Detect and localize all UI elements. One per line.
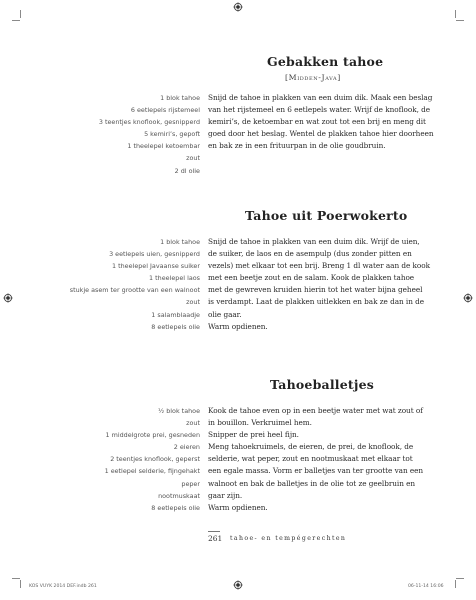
method-line: walnoot en bak de balletjes in de olie tot ze geelbruin en	[208, 478, 416, 488]
ingredient-item: peper	[181, 479, 200, 488]
registration-mark-bottom-icon	[233, 580, 243, 590]
ingredient-item: 1 blok tahoe	[160, 238, 200, 246]
method-line: Snipper de prei heel fijn.	[208, 430, 299, 440]
method-line: met een beetje zout en de salam. Kook de plakken tahoe	[208, 273, 415, 283]
crop-mark	[20, 10, 21, 18]
crop-mark	[455, 10, 456, 18]
ingredient-item: 1 theelepel laos	[149, 274, 200, 283]
method-line: Kook de tahoe even op in een beetje water met wat zout of	[208, 406, 423, 415]
method-line: Snijd de tahoe in plakken van een duim dik. Wrijf de uien,	[208, 237, 420, 246]
ingredient-item: 1 salamblaadje	[151, 310, 200, 319]
ingredient-item: zout	[186, 419, 200, 428]
recipe-title: Tahoeballetjes	[270, 377, 374, 392]
method-line: de suiker, de laos en de asempulp (dus zonder pitten en	[208, 249, 412, 259]
ingredient-item: 2 teentjes knoflook, geperst	[110, 455, 200, 464]
method-line: met de gewreven kruiden hierin tot het water bijna geheel	[208, 285, 423, 295]
method-line: gaar zijn.	[208, 490, 243, 500]
method-line: Warm opdienen.	[208, 502, 268, 512]
ingredient-item: 2 dl olie	[174, 166, 200, 175]
method-text	[208, 236, 430, 333]
footer-rule	[208, 531, 220, 532]
method-text	[208, 405, 424, 514]
crop-mark	[12, 578, 20, 579]
method-line: Warm opdienen.	[208, 321, 268, 331]
ingredient-item: 1 theelepel ketoembar	[127, 142, 200, 151]
ingredient-item: 1 middelgrote prei, gesneden	[105, 431, 200, 440]
ingredient-item: zout	[186, 154, 200, 163]
method-line: selderie, wat peper, zout en nootmuskaat met elkaar tot	[208, 454, 413, 464]
method-line: en bak ze in een frituurpan in de olie goudbruin.	[208, 141, 386, 151]
method-line: Meng tahoekruimels, de eieren, de prei, de knoflook, de	[208, 442, 414, 452]
crop-mark	[456, 20, 464, 21]
recipe-title: Tahoe uit Poerwokerto	[245, 208, 408, 223]
registration-mark-top-icon	[233, 2, 243, 12]
method-line: goed door het beslag. Wentel de plakken tahoe hier doorheen	[208, 129, 434, 139]
page-number: 261	[208, 534, 223, 543]
method-text	[208, 92, 434, 152]
ingredient-list	[0, 236, 200, 333]
method-line: is verdampt. Laat de plakken uitlekken en bak ze dan in de	[208, 297, 425, 307]
crop-mark	[456, 578, 464, 579]
method-line: een egale massa. Vorm er balletjes van ter grootte van een	[208, 466, 424, 476]
ingredient-item: 5 kemiri’s, gepoft	[144, 130, 200, 139]
method-line: in bouillon. Verkruimel hem.	[208, 418, 312, 428]
recipe-region: [Midden-Java]	[285, 73, 341, 82]
ingredient-item: zout	[186, 298, 200, 307]
ingredient-item: 6 eetlepels rijstemeel	[130, 106, 200, 115]
method-line: kemiri’s, de ketoembar en wat zout tot een brij en meng dit	[208, 117, 426, 127]
method-line: van het rijstemeel en 6 eetlepels water. Wrijf de knoflook, de	[208, 105, 430, 115]
registration-mark-right-icon	[463, 293, 473, 303]
crop-mark	[12, 20, 20, 21]
ingredient-list	[0, 92, 200, 177]
recipe-title: Gebakken tahoe	[267, 54, 384, 69]
ingredient-item: ½ blok tahoe	[157, 407, 200, 415]
ingredient-list	[0, 405, 200, 514]
method-line: vezels) met elkaar tot een brij. Breng 1 dl water aan de kook	[208, 261, 430, 271]
ingredient-item: 1 eetlepel selderie, fijngehakt	[104, 467, 200, 476]
ingredient-item: 1 blok tahoe	[160, 94, 200, 102]
ingredient-item: stukje asem ter grootte van een walnoot	[69, 286, 200, 295]
crop-mark	[455, 580, 456, 588]
ingredient-item: 8 eetlepels olie	[151, 322, 200, 331]
print-slug-file: KOS VUYK 2014 DEF.indb 261	[29, 584, 97, 589]
running-head: tahoe- en tempégerechten	[230, 535, 347, 542]
print-slug-date: 06-11-14 16:06	[408, 584, 444, 589]
ingredient-item: 2 eieren	[173, 443, 200, 452]
ingredient-item: 8 eetlepels olie	[151, 503, 200, 512]
ingredient-item: nootmuskaat	[158, 491, 200, 500]
method-line: olie gaar.	[208, 309, 242, 319]
ingredient-item: 3 eetlepels uien, gesnipperd	[109, 250, 200, 259]
ingredient-item: 1 theelepel Javaanse suiker	[112, 262, 200, 271]
ingredient-item: 3 teentjes knoflook, gesnipperd	[98, 118, 200, 127]
crop-mark	[20, 580, 21, 588]
method-line: Snijd de tahoe in plakken van een duim dik. Maak een beslag	[208, 93, 433, 102]
